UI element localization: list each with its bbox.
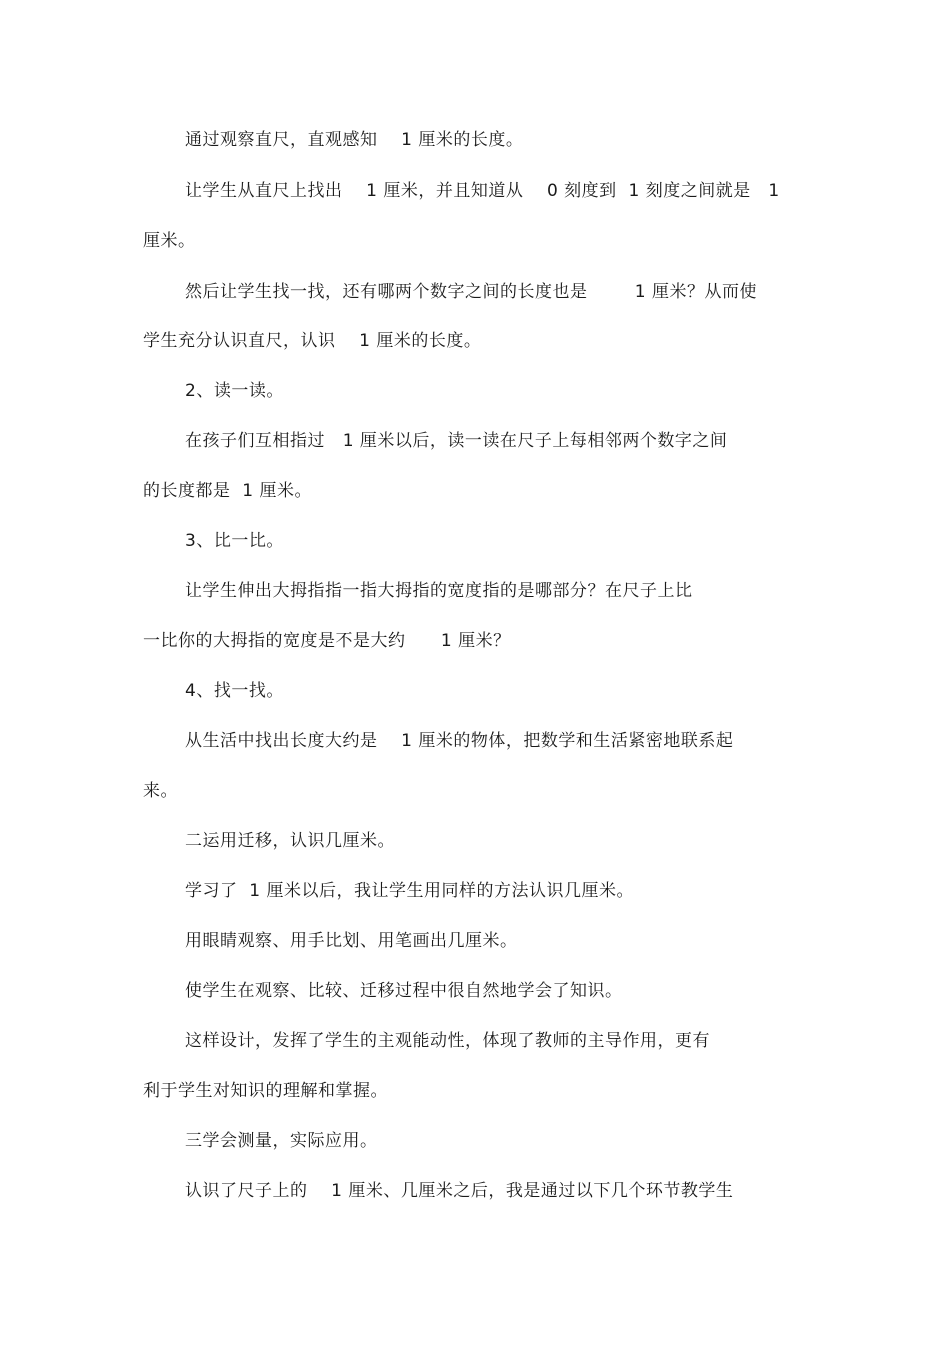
paragraph-line: 让学生从直尺上找出 1 厘米，并且知道从 0 刻度到 1 刻度之间就是 1 xyxy=(185,181,780,201)
section-heading: 三学会测量，实际应用。 xyxy=(185,1131,378,1151)
paragraph-line: 利于学生对知识的理解和掌握。 xyxy=(143,1081,388,1101)
paragraph-line: 认识了尺子上的 1 厘米、几厘米之后，我是通过以下几个环节教学生 xyxy=(185,1181,734,1201)
paragraph-line: 这样设计，发挥了学生的主观能动性，体现了教师的主导作用，更有 xyxy=(185,1031,710,1051)
paragraph-line: 厘米。 xyxy=(143,231,196,251)
section-heading: 4、找一找。 xyxy=(185,681,284,701)
paragraph-line: 来。 xyxy=(143,781,178,801)
paragraph-line: 通过观察直尺，直观感知 1 厘米的长度。 xyxy=(185,130,524,150)
paragraph-line: 然后让学生找一找，还有哪两个数字之间的长度也是 1 厘米？从而使 xyxy=(185,282,757,302)
paragraph-line: 学生充分认识直尺，认识 1 厘米的长度。 xyxy=(143,331,482,351)
paragraph-line: 用眼睛观察、用手比划、用笔画出几厘米。 xyxy=(185,931,518,951)
section-heading: 2、读一读。 xyxy=(185,381,284,401)
paragraph-line: 的长度都是 1 厘米。 xyxy=(143,481,313,501)
section-heading: 二运用迁移，认识几厘米。 xyxy=(185,831,395,851)
paragraph-line: 让学生伸出大拇指指一指大拇指的宽度指的是哪部分？在尺子上比 xyxy=(185,581,693,601)
paragraph-line: 在孩子们互相指过 1 厘米以后，读一读在尺子上每相邻两个数字之间 xyxy=(185,431,728,451)
paragraph-line: 使学生在观察、比较、迁移过程中很自然地学会了知识。 xyxy=(185,981,623,1001)
paragraph-line: 学习了 1 厘米以后，我让学生用同样的方法认识几厘米。 xyxy=(185,881,635,901)
section-heading: 3、比一比。 xyxy=(185,531,284,551)
paragraph-line: 从生活中找出长度大约是 1 厘米的物体，把数学和生活紧密地联系起 xyxy=(185,731,734,751)
paragraph-line: 一比你的大拇指的宽度是不是大约 1 厘米？ xyxy=(143,631,511,651)
